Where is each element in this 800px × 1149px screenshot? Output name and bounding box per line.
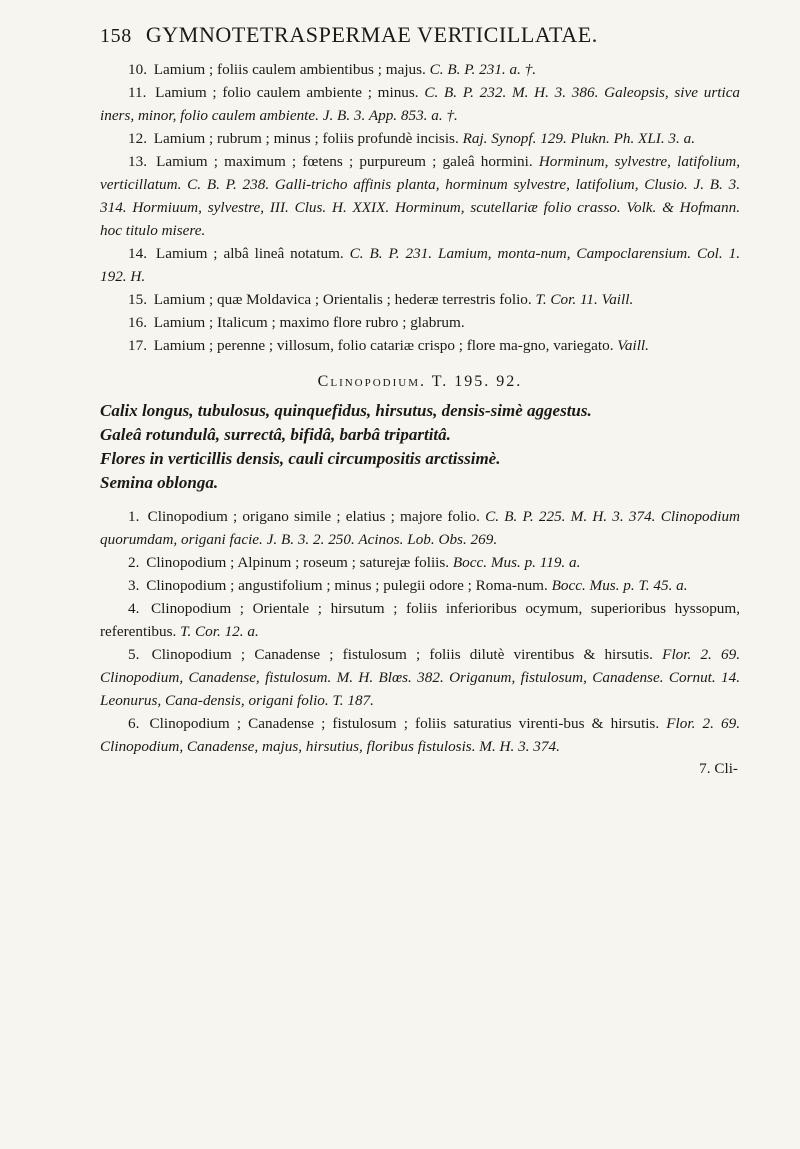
genus-characters xyxy=(100,399,740,495)
list-item: 15. Lamium ; quæ Moldavica ; Orientalis ; hederæ terrestris folio. T. Cor. 11. Vaill. xyxy=(128,291,634,308)
list-item: 5. Clinopodium ; Canadense ; fistulosum ; foliis dilutè virentibus & hirsutis. Flor. 2. 69. Clinopodium, Canadense, fistulosum. M. H. Blœs. 382. Origanum, fistulosum, Canadense. Cornut. 14. Leonurus, Cana-densis, origani folio. T. 187. xyxy=(100,646,741,709)
clinopodium-list xyxy=(100,505,740,758)
list-item: 6. Clinopodium ; Canadense ; fistulosum ; foliis saturatius virenti-bus & hirsutis. Flor. 2. 69. Clinopodium, Canadense, majus, hirsutius, floribus fistulosis. M. H. 3. 374. xyxy=(100,715,741,755)
list-item: 11. Lamium ; folio caulem ambiente ; minus. C. B. P. 232. M. H. 3. 386. Galeopsis, sive urtica iners, minor, folio caulem ambiente. J. B. 3. App. 853. a. †. xyxy=(100,84,741,124)
list-item: 4. Clinopodium ; Orientale ; hirsutum ; foliis inferioribus ocymum, superioribus hyssopum, referentibus. T. Cor. 12. a. xyxy=(100,600,740,640)
list-item: 16. Lamium ; Italicum ; maximo flore rubro ; glabrum. xyxy=(128,314,465,331)
list-item: 3. Clinopodium ; angustifolium ; minus ; pulegii odore ; Roma-num. Bocc. Mus. p. T. 45. a. xyxy=(128,577,688,594)
catchword: 7. Cli- xyxy=(699,760,738,777)
genus-heading: Clinopodium. T. 195. 92. xyxy=(317,373,523,390)
lamium-list xyxy=(100,58,740,357)
running-head xyxy=(100,22,740,48)
list-item: 13. Lamium ; maximum ; fœtens ; purpureum ; galeâ hormini. Horminum, sylvestre, latifolium, verticillatum. C. B. P. 238. Galli-tricho affinis planta, horminum sylvestre, latifolium, Clusio. J. B. 3. 314. Hormiuum, sylvestre, III. Clus. H. XXIX. Horminum, scutellariæ folio crasso. Volk. & Hofmann. hoc titulo misere. xyxy=(100,153,741,239)
character-line: Flores in verticillis densis, cauli circumpositis arctissimè. xyxy=(100,449,501,468)
list-item: 10. Lamium ; foliis caulem ambientibus ; majus. C. B. P. 231. a. †. xyxy=(128,61,537,78)
list-item: 12. Lamium ; rubrum ; minus ; foliis profundè incisis. Raj. Synopf. 129. Plukn. Ph. XLI. 3. a. xyxy=(128,130,696,147)
character-line: Calix longus, tubulosus, quinquefidus, hirsutus, densis-simè aggestus. xyxy=(100,401,592,420)
character-line: Semina oblonga. xyxy=(100,473,219,492)
page-title: GYMNOTETRASPERMAE VERTICILLATAE. xyxy=(145,22,598,47)
character-line: Galeâ rotundulâ, surrectâ, bifidâ, barbâ tripartitâ. xyxy=(100,425,451,444)
list-item: 14. Lamium ; albâ lineâ notatum. C. B. P. 231. Lamium, monta-num, Campoclarensium. Col. 1. 192. H. xyxy=(100,245,741,285)
list-item: 1. Clinopodium ; origano simile ; elatius ; majore folio. C. B. P. 225. M. H. 3. 374. Clinopodium quorumdam, origani facie. J. B. 3. 2. 250. Acinos. Lob. Obs. 269. xyxy=(100,508,741,548)
list-item: 2. Clinopodium ; Alpinum ; roseum ; saturejæ foliis. Bocc. Mus. p. 119. a. xyxy=(128,554,581,571)
list-item: 17. Lamium ; perenne ; villosum, folio catariæ crispo ; flore ma-gno, variegato. Vaill. xyxy=(128,337,649,354)
page-number: 158 xyxy=(100,25,132,47)
